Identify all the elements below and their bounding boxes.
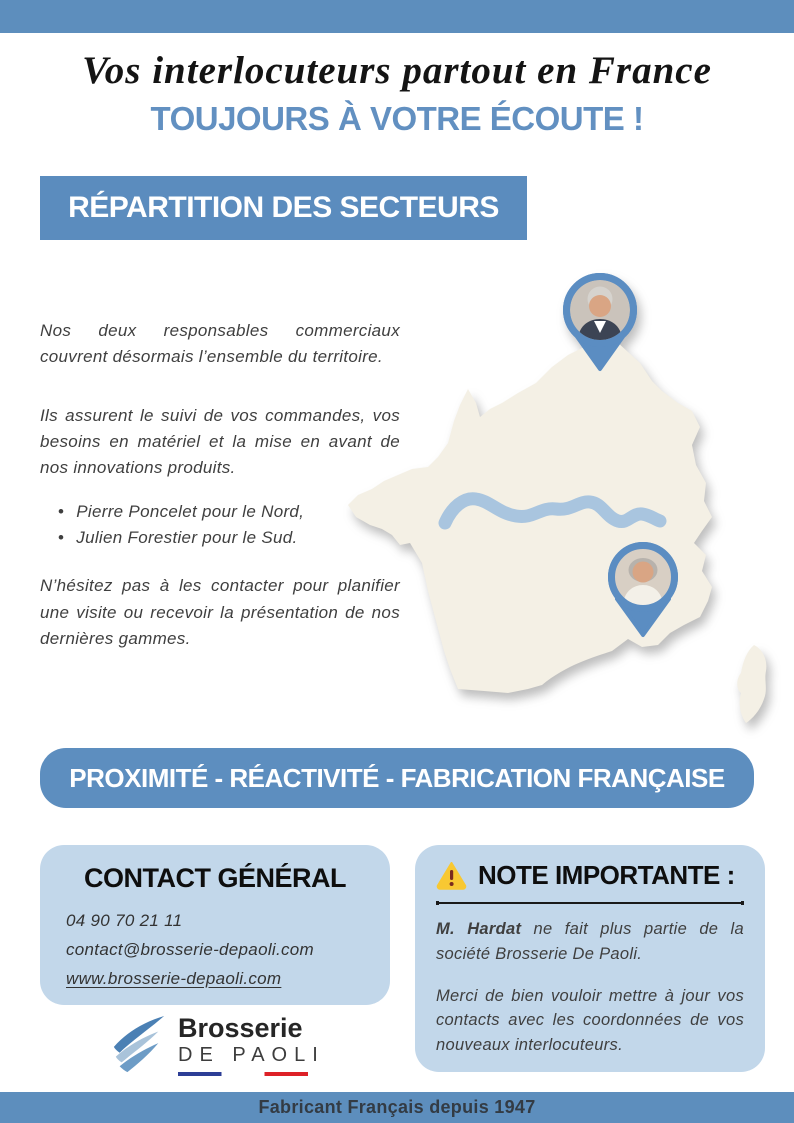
note-divider — [436, 902, 744, 904]
bullet-icon: • — [58, 501, 65, 521]
intro-paragraph-3: N’hésitez pas à les contacter pour planifier une visite ou recevoir la présentation de nos dernières gammes. — [40, 576, 400, 649]
values-banner-label: PROXIMITÉ - RÉACTIVITÉ - FABRICATION FRANÇAISE — [69, 762, 725, 793]
page-title: Vos interlocuteurs partout en France — [82, 49, 712, 92]
section-heading-repartition — [40, 176, 527, 240]
page-subtitle: TOUJOURS À VOTRE ÉCOUTE ! — [150, 100, 644, 137]
intro-paragraph-2: Ils assurent le suivi de vos commandes, vos besoins en matériel et la mise en avant de nos innovations produits. — [40, 405, 400, 478]
contact-website-link[interactable]: www.brosserie-depaoli.com — [66, 968, 282, 988]
company-logo — [110, 1013, 325, 1077]
warning-triangle-icon — [436, 862, 467, 890]
note-paragraph-1-rest: ne fait plus partie de la société Brosserie De Paoli. — [436, 920, 744, 963]
note-paragraph-2: Merci de bien vouloir mettre à jour vos contacts avec les coordonnées de vos nouveaux interlocuteurs. — [436, 986, 744, 1054]
french-flag-bar — [178, 1072, 308, 1076]
brush-swoosh-logo-icon — [110, 1013, 168, 1077]
logo-subname: DE PAOLI — [178, 1043, 325, 1066]
intro-paragraph-1: Nos deux responsables commerciaux couvrent désormais l’ensemble du territoire. — [40, 321, 400, 367]
corsica-outline — [737, 645, 766, 723]
bullet-icon: • — [58, 528, 65, 548]
rep-north-label: Pierre Poncelet pour le Nord, — [76, 501, 305, 521]
contact-title: CONTACT GÉNÉRAL — [84, 863, 346, 893]
note-title-row — [436, 860, 744, 891]
top-accent-bar — [0, 0, 794, 33]
logo-name: Brosserie — [178, 1013, 303, 1044]
note-person-name: M. Hardat — [436, 920, 522, 938]
important-note-box — [415, 845, 765, 1072]
section-heading-label: RÉPARTITION DES SECTEURS — [68, 191, 499, 224]
logo-text — [178, 1014, 325, 1075]
contact-email-link[interactable]: contact@brosserie-depaoli.com — [66, 939, 315, 959]
values-banner — [40, 748, 754, 808]
footer-bar — [0, 1092, 794, 1123]
france-map — [340, 255, 785, 735]
contact-phone: 04 90 70 21 11 — [66, 911, 183, 930]
contact-general-box — [40, 845, 390, 1005]
note-title: NOTE IMPORTANTE : — [478, 860, 735, 890]
footer-text: Fabricant Français depuis 1947 — [258, 1097, 536, 1117]
rep-south-label: Julien Forestier pour le Sud. — [76, 528, 298, 548]
note-paragraph-1 — [436, 917, 744, 967]
